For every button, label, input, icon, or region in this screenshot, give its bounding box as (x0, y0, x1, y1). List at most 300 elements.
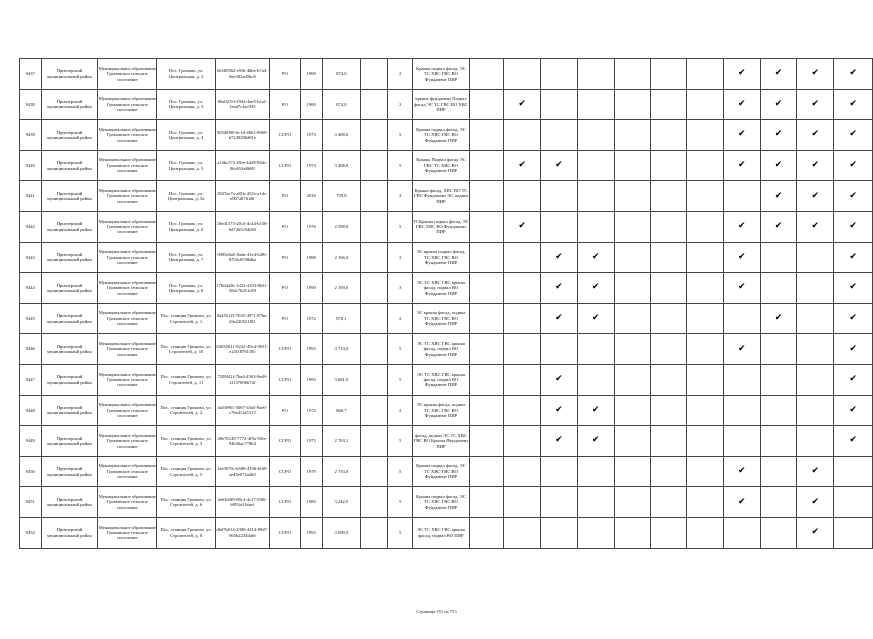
district-cell: Приозерский муниципальный район (41, 273, 98, 304)
floors-cell: 3 (388, 273, 413, 304)
check-mark-icon: ✔ (591, 313, 600, 324)
area-cell: 874,0 (322, 59, 361, 90)
work-check-cell (797, 150, 834, 181)
address-cell: Пос. станция Громово, ул. Строителей, д. 11 (157, 364, 216, 395)
check-mark-icon: ✔ (811, 160, 820, 171)
work-check-cell (760, 456, 797, 487)
year-cell: 1969 (301, 59, 323, 90)
house-type-cell: ССРО (269, 426, 300, 457)
check-mark-icon: ✔ (774, 190, 783, 201)
work-check-cell (469, 273, 504, 304)
row-number: 9451 (20, 487, 42, 518)
page-footer: Страница 551 из 753 (416, 609, 457, 614)
work-check-cell (651, 242, 687, 273)
work-check-cell (687, 426, 723, 457)
work-check-cell (687, 273, 723, 304)
district-cell: Приозерский муниципальный район (41, 364, 98, 395)
empty-cell (361, 517, 388, 548)
table-row (20, 273, 873, 304)
settlement-cell: Муниципальное образование Громовское сельское поселение (98, 517, 157, 548)
work-check-cell (797, 364, 834, 395)
house-type-cell: ССРО (269, 334, 300, 365)
check-mark-icon: ✔ (591, 251, 600, 262)
work-check-cell (614, 89, 650, 120)
work-check-cell (723, 364, 760, 395)
check-mark-icon: ✔ (737, 251, 746, 262)
year-cell: 1993 (301, 517, 323, 548)
table-row (20, 456, 873, 487)
address-cell: Пос. станция Громово, ул. Строителей, д. 2 (157, 395, 216, 426)
work-check-cell (577, 150, 614, 181)
work-check-cell (614, 59, 650, 90)
year-cell: 1976 (301, 211, 323, 242)
floors-cell: 5 (388, 426, 413, 457)
check-mark-icon: ✔ (849, 435, 857, 446)
work-check-cell (614, 211, 650, 242)
guid-cell: 0985e6a5-0ada-41e4-b28f-8702c6538dba (215, 242, 269, 273)
check-mark-icon: ✔ (811, 98, 820, 109)
work-check-cell (834, 456, 873, 487)
empty-cell (361, 242, 388, 273)
work-check-cell (723, 334, 760, 365)
work-check-cell (687, 120, 723, 151)
district-cell: Приозерский муниципальный район (41, 517, 98, 548)
work-check-cell (651, 395, 687, 426)
work-check-cell (797, 120, 834, 151)
check-mark-icon: ✔ (811, 68, 820, 79)
row-number: 9452 (20, 517, 42, 548)
settlement-cell: Муниципальное образование Громовское сельское поселение (98, 211, 157, 242)
check-mark-icon: ✔ (737, 496, 746, 507)
check-mark-icon: ✔ (811, 496, 820, 507)
address-cell: Пос. Громово, ул. Центральная, д. 6 (157, 211, 216, 242)
work-check-cell (541, 456, 578, 487)
work-check-cell (541, 242, 578, 273)
work-check-cell (687, 242, 723, 273)
works-list-cell: ЭС ТС ХВС ГВС крыша фасад, подвал ВО Фундамент ПИР (413, 334, 470, 365)
work-check-cell (504, 89, 541, 120)
work-check-cell (469, 487, 504, 518)
floors-cell: 5 (388, 334, 413, 365)
work-check-cell (577, 364, 614, 395)
works-list-cell: крыша фундамент Подвал фасад ЭС ТС ГВС ВО ХВС ПИР (413, 89, 470, 120)
empty-cell (361, 273, 388, 304)
work-check-cell (577, 303, 614, 334)
work-check-cell (687, 59, 723, 90)
work-check-cell (834, 59, 873, 90)
work-check-cell (469, 242, 504, 273)
empty-cell (361, 303, 388, 334)
work-check-cell (797, 395, 834, 426)
year-cell: 1979 (301, 456, 323, 487)
work-check-cell (651, 273, 687, 304)
work-check-cell (651, 59, 687, 90)
work-check-cell (760, 181, 797, 212)
check-mark-icon: ✔ (555, 160, 563, 171)
work-check-cell (797, 426, 834, 457)
work-check-cell (541, 303, 578, 334)
work-check-cell (577, 517, 614, 548)
empty-cell (361, 487, 388, 518)
area-cell: 2 598,0 (322, 211, 361, 242)
floors-cell: 5 (388, 487, 413, 518)
year-cell: 2016 (301, 181, 323, 212)
table-row (20, 59, 873, 90)
check-mark-icon: ✔ (811, 221, 820, 232)
work-check-cell (469, 150, 504, 181)
work-check-cell (541, 517, 578, 548)
work-check-cell (834, 273, 873, 304)
area-cell: 3 681,0 (322, 364, 361, 395)
works-list-cell: ЭС ТС ХВС ГВС крыша фасад, подвал ВО ПИР (413, 517, 470, 548)
area-cell: 3 408,0 (322, 150, 361, 181)
guid-cell: 7209f41f-7ba4-4563-9ad9-2f137696b74f (215, 364, 269, 395)
check-mark-icon: ✔ (518, 160, 526, 171)
year-cell: 1975 (301, 426, 323, 457)
work-check-cell (687, 517, 723, 548)
house-type-cell: РО (269, 59, 300, 90)
work-check-cell (687, 211, 723, 242)
settlement-cell: Муниципальное образование Громовское сельское поселение (98, 181, 157, 212)
check-mark-icon: ✔ (518, 98, 526, 109)
address-cell: Пос. Громово, ул. Центральная, д. 2 (157, 59, 216, 90)
works-list-cell: ТСКрыша подвал фасад, ЭС ГВС ХВС ВО Фундамент ПИР (413, 211, 470, 242)
work-check-cell (687, 487, 723, 518)
area-cell: 3 242,0 (322, 487, 361, 518)
table-row (20, 334, 873, 365)
work-check-cell (541, 395, 578, 426)
empty-cell (361, 456, 388, 487)
row-number: 9439 (20, 120, 42, 151)
check-mark-icon: ✔ (849, 343, 857, 354)
work-check-cell (577, 211, 614, 242)
work-check-cell (723, 273, 760, 304)
works-list-cell: Крыша Подвал фасад ЭС ГВС ТС ХВС ВО Фундамент ПИР (413, 150, 470, 181)
work-check-cell (651, 426, 687, 457)
check-mark-icon: ✔ (774, 160, 783, 171)
work-check-cell (834, 426, 873, 457)
table-row (20, 242, 873, 273)
settlement-cell: Муниципальное образование Громовское сельское поселение (98, 395, 157, 426)
address-cell: Пос. станция Громово, ул. Строителей, д. 10 (157, 334, 216, 365)
work-check-cell (723, 456, 760, 487)
work-check-cell (541, 120, 578, 151)
check-mark-icon: ✔ (849, 160, 857, 171)
work-check-cell (723, 120, 760, 151)
address-cell: Пос. Громово, ул. Центральная, д. 5 (157, 150, 216, 181)
work-check-cell (577, 120, 614, 151)
check-mark-icon: ✔ (737, 282, 746, 293)
area-cell: 2 733,0 (322, 456, 361, 487)
work-check-cell (797, 303, 834, 334)
house-type-cell: ССРО (269, 487, 300, 518)
floors-cell: 5 (388, 364, 413, 395)
work-check-cell (723, 426, 760, 457)
area-cell: 874,0 (322, 89, 361, 120)
house-type-cell: РО (269, 211, 300, 242)
settlement-cell: Муниципальное образование Громовское сельское поселение (98, 273, 157, 304)
work-check-cell (577, 487, 614, 518)
work-check-cell (687, 150, 723, 181)
row-number: 9441 (20, 181, 42, 212)
table-row (20, 181, 873, 212)
work-check-cell (834, 120, 873, 151)
work-check-cell (541, 273, 578, 304)
work-check-cell (834, 303, 873, 334)
floors-cell: 5 (388, 517, 413, 548)
table-body (20, 59, 873, 549)
guid-cell: a14bc572-f5be-4d28-84dc-06c654a8b89 (215, 150, 269, 181)
house-type-cell: ССРО (269, 517, 300, 548)
work-check-cell (760, 150, 797, 181)
check-mark-icon: ✔ (591, 282, 600, 293)
work-check-cell (834, 395, 873, 426)
works-list-cell: Крыша фасад, ХВС ВО ТС ГВС Фундамент ЭС подвал ПИР (413, 181, 470, 212)
district-cell: Приозерский муниципальный район (41, 59, 98, 90)
district-cell: Приозерский муниципальный район (41, 426, 98, 457)
row-number: 9450 (20, 456, 42, 487)
address-cell: Пос. станция Громово, ул. Строителей, д. 8 (157, 517, 216, 548)
work-check-cell (469, 456, 504, 487)
check-mark-icon: ✔ (591, 435, 600, 446)
settlement-cell: Муниципальное образование Громовское сельское поселение (98, 303, 157, 334)
check-mark-icon: ✔ (849, 98, 857, 109)
district-cell: Приозерский муниципальный район (41, 211, 98, 242)
check-mark-icon: ✔ (737, 221, 746, 232)
row-number: 9443 (20, 242, 42, 273)
empty-cell (361, 211, 388, 242)
table-row (20, 120, 873, 151)
year-cell: 1972 (301, 303, 323, 334)
area-cell: 860,7 (322, 395, 361, 426)
works-list-cell: Крыша подвал фасад, ЭС ТС ХВС ГВС ВО Фундамент ПИР (413, 120, 470, 151)
check-mark-icon: ✔ (555, 435, 563, 446)
guid-cell: 06a027e3-f944-4ae5-b1af-1ead7c4ac945 (215, 89, 269, 120)
work-check-cell (760, 364, 797, 395)
check-mark-icon: ✔ (774, 129, 783, 140)
floors-cell: 2 (388, 303, 413, 334)
table-row (20, 426, 873, 457)
work-check-cell (614, 364, 650, 395)
floors-cell: 5 (388, 211, 413, 242)
work-check-cell (760, 334, 797, 365)
year-cell: 1990 (301, 273, 323, 304)
work-check-cell (614, 517, 650, 548)
area-cell: 3 714,0 (322, 334, 361, 365)
row-number: 9449 (20, 426, 42, 457)
check-mark-icon: ✔ (555, 404, 563, 415)
work-check-cell (834, 487, 873, 518)
works-list-cell: ЭС крыша фасад, подвал ТС ХВС ГВС ВО Фундамент ПИР (413, 303, 470, 334)
work-check-cell (541, 59, 578, 90)
district-cell: Приозерский муниципальный район (41, 456, 98, 487)
work-check-cell (614, 181, 650, 212)
year-cell: 1973 (301, 120, 323, 151)
house-type-cell: ССРО (269, 150, 300, 181)
work-check-cell (760, 120, 797, 151)
work-check-cell (760, 59, 797, 90)
settlement-cell: Муниципальное образование Громовское сельское поселение (98, 487, 157, 518)
works-list-cell: Крыша подвал фасад, ЭС ТС ХВС ГВС ВО Фундамент ПИР (413, 59, 470, 90)
work-check-cell (651, 150, 687, 181)
district-cell: Приозерский муниципальный район (41, 181, 98, 212)
work-check-cell (577, 242, 614, 273)
check-mark-icon: ✔ (811, 129, 820, 140)
house-type-cell: РО (269, 89, 300, 120)
guid-cell: 4a5ff961-5067-43a5-9ae0-c76a412a5315 (215, 395, 269, 426)
floors-cell: 2 (388, 89, 413, 120)
work-check-cell (760, 426, 797, 457)
empty-cell (361, 120, 388, 151)
floors-cell: 3 (388, 181, 413, 212)
work-check-cell (504, 456, 541, 487)
address-cell: Пос. Громово, ул. Центральная, д. 8 (157, 273, 216, 304)
work-check-cell (797, 242, 834, 273)
guid-cell: 63035611-8222-49c4-9631-e23f1876118c (215, 334, 269, 365)
settlement-cell: Муниципальное образование Громовское сельское поселение (98, 89, 157, 120)
work-check-cell (504, 273, 541, 304)
empty-cell (361, 334, 388, 365)
work-check-cell (834, 334, 873, 365)
check-mark-icon: ✔ (737, 343, 746, 354)
work-check-cell (469, 303, 504, 334)
work-check-cell (651, 517, 687, 548)
house-type-cell: РО (269, 273, 300, 304)
check-mark-icon: ✔ (811, 190, 820, 201)
work-check-cell (577, 334, 614, 365)
works-list-cell: ЭС крыша подвал фасад, ТС ХВС ГВС ВО Фундамент ПИР (413, 242, 470, 273)
address-cell: Пос. Громово, ул. Центральная, д. 3 (157, 89, 216, 120)
work-check-cell (614, 426, 650, 457)
area-cell: 759,8 (322, 181, 361, 212)
house-type-cell: РО (269, 181, 300, 212)
year-cell: 1993 (301, 334, 323, 365)
year-cell: 1969 (301, 89, 323, 120)
area-cell: 2 169,0 (322, 273, 361, 304)
work-check-cell (469, 364, 504, 395)
work-check-cell (614, 150, 650, 181)
area-cell: 3 408,0 (322, 120, 361, 151)
work-check-cell (651, 364, 687, 395)
floors-cell: 5 (388, 120, 413, 151)
work-check-cell (577, 456, 614, 487)
work-check-cell (651, 89, 687, 120)
work-check-cell (504, 487, 541, 518)
row-number: 9445 (20, 303, 42, 334)
work-check-cell (687, 181, 723, 212)
work-check-cell (504, 150, 541, 181)
work-check-cell (469, 334, 504, 365)
district-cell: Приозерский муниципальный район (41, 334, 98, 365)
work-check-cell (834, 364, 873, 395)
work-check-cell (541, 487, 578, 518)
check-mark-icon: ✔ (518, 221, 526, 232)
work-check-cell (614, 487, 650, 518)
work-check-cell (614, 120, 650, 151)
check-mark-icon: ✔ (737, 98, 746, 109)
house-type-cell: ССРО (269, 456, 300, 487)
check-mark-icon: ✔ (737, 160, 746, 171)
work-check-cell (469, 211, 504, 242)
work-check-cell (504, 181, 541, 212)
district-cell: Приозерский муниципальный район (41, 242, 98, 273)
work-check-cell (577, 395, 614, 426)
table-row (20, 89, 873, 120)
work-check-cell (687, 456, 723, 487)
guid-cell: b6180562-e9fb-4bbe-b7a4-0ea381ad5bc8 (215, 59, 269, 90)
settlement-cell: Муниципальное образование Громовское сельское поселение (98, 242, 157, 273)
check-mark-icon: ✔ (849, 221, 857, 232)
work-check-cell (834, 181, 873, 212)
work-check-cell (760, 89, 797, 120)
work-check-cell (651, 456, 687, 487)
work-check-cell (504, 395, 541, 426)
work-check-cell (723, 487, 760, 518)
work-check-cell (723, 303, 760, 334)
check-mark-icon: ✔ (737, 68, 746, 79)
work-check-cell (469, 517, 504, 548)
empty-cell (361, 364, 388, 395)
house-type-cell: РО (269, 395, 300, 426)
work-check-cell (541, 334, 578, 365)
work-check-cell (614, 303, 650, 334)
work-check-cell (797, 273, 834, 304)
settlement-cell: Муниципальное образование Громовское сельское поселение (98, 364, 157, 395)
work-check-cell (723, 150, 760, 181)
guid-cell: 503d9f90-6c1d-4661-8969-b7249296d61e (215, 120, 269, 151)
work-check-cell (469, 426, 504, 457)
work-check-cell (614, 334, 650, 365)
work-check-cell (797, 456, 834, 487)
table-row (20, 517, 873, 548)
work-check-cell (541, 150, 578, 181)
work-check-cell (651, 211, 687, 242)
guid-cell: 1ae9578c-b588-4106-bf49-ae43e072a2b0 (215, 456, 269, 487)
check-mark-icon: ✔ (849, 251, 857, 262)
check-mark-icon: ✔ (849, 404, 857, 415)
table-row (20, 303, 873, 334)
address-cell: Пос. станция Громово, ул. Строителей, д. 3 (157, 426, 216, 457)
work-check-cell (760, 303, 797, 334)
table-row (20, 364, 873, 395)
work-check-cell (723, 211, 760, 242)
work-check-cell (504, 59, 541, 90)
work-check-cell (469, 181, 504, 212)
work-check-cell (723, 59, 760, 90)
year-cell: 1974 (301, 150, 323, 181)
work-check-cell (797, 59, 834, 90)
address-cell: Пос. станция Громово, ул. Строителей, д. 6 (157, 487, 216, 518)
check-mark-icon: ✔ (849, 129, 857, 140)
house-type-cell: РО (269, 303, 300, 334)
work-check-cell (760, 273, 797, 304)
address-cell: Пос. Громово, ул. Центральная, д. 7 (157, 242, 216, 273)
work-check-cell (504, 242, 541, 273)
row-number: 9444 (20, 273, 42, 304)
work-check-cell (469, 89, 504, 120)
settlement-cell: Муниципальное образование Громовское сельское поселение (98, 426, 157, 457)
work-check-cell (687, 334, 723, 365)
work-check-cell (504, 120, 541, 151)
work-check-cell (797, 211, 834, 242)
check-mark-icon: ✔ (555, 251, 563, 262)
work-check-cell (577, 426, 614, 457)
guid-cell: 3927ae7a-a81b-452e-a1dc-e007a87ffa8f (215, 181, 269, 212)
work-check-cell (834, 517, 873, 548)
work-check-cell (577, 89, 614, 120)
row-number: 9447 (20, 364, 42, 395)
year-cell: 1972 (301, 395, 323, 426)
